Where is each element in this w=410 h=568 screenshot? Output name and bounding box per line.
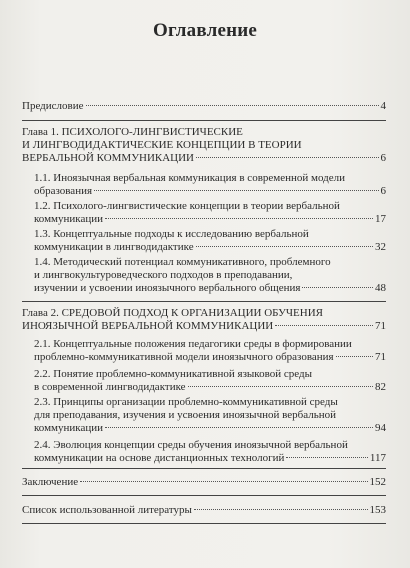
- section-divider: [22, 120, 386, 121]
- toc-entry-line: 2.4. Эволюция концепции среды обучения иноязычной вербальной: [34, 439, 348, 451]
- toc-entry-conclusion: [22, 476, 386, 489]
- toc-entry-title: проблемно-коммуникативной модели иноязычного образования: [34, 351, 334, 363]
- toc-entry-line: 1.3. Концептуальные подходы к исследованию вербальной: [34, 228, 309, 240]
- toc-entry-title: в современной лингводидактике: [34, 381, 186, 393]
- toc-leader-line: [34, 213, 386, 226]
- toc-entry-title: ВЕРБАЛЬНОЙ КОММУНИКАЦИИ: [22, 152, 195, 164]
- dot-leader: [302, 286, 373, 288]
- toc-page-number: 82: [375, 381, 386, 393]
- toc-page-number: 6: [380, 185, 386, 197]
- toc-leader-line: [22, 476, 386, 489]
- toc-entry-title: образования: [34, 185, 93, 197]
- toc-leader-line: [34, 422, 386, 435]
- toc-entry-1-3: [34, 228, 386, 254]
- section-divider: [22, 301, 386, 302]
- dot-leader: [196, 245, 373, 247]
- dot-leader: [188, 385, 373, 387]
- toc-page-number: 17: [375, 213, 386, 225]
- toc-entry-title: изучении и усвоении иноязычного вербального общения: [34, 282, 301, 294]
- toc-entry-line: 1.2. Психолого-лингвистические концепции в теории вербальной: [34, 200, 340, 212]
- toc-page-number: 152: [369, 476, 386, 488]
- toc-entry-title: Список использованной литературы: [22, 504, 192, 516]
- section-divider: [22, 468, 386, 469]
- toc-leader-line: [34, 351, 386, 364]
- toc-entry-title: коммуникации: [34, 422, 103, 434]
- toc-page-number: 4: [380, 100, 386, 112]
- dot-leader: [105, 426, 373, 428]
- toc-entry-2-4: [34, 439, 386, 465]
- toc-entry-2-3: [34, 396, 386, 435]
- toc-leader-line: [34, 381, 386, 394]
- toc-entry-line: И ЛИНГВОДИДАКТИЧЕСКИЕ КОНЦЕПЦИИ В ТЕОРИИ: [22, 139, 302, 151]
- toc-entry-chapter-2: [22, 307, 386, 333]
- toc-entry-line: для преподавания, изучения и усвоения иноязычной вербальной: [34, 409, 336, 421]
- toc-entry-2-1: [34, 338, 386, 364]
- toc-page-number: 94: [375, 422, 386, 434]
- section-divider: [22, 523, 386, 524]
- dot-leader: [286, 456, 368, 458]
- toc-entry-1-2: [34, 200, 386, 226]
- toc-entry-line: 1.4. Методический потенциал коммуникативного, проблемного: [34, 256, 331, 268]
- toc-leader-line: [34, 185, 386, 198]
- toc-entry-title: коммуникации: [34, 213, 103, 225]
- toc-entry-title: коммуникации в лингводидактике: [34, 241, 194, 253]
- toc-page-number: 48: [375, 282, 386, 294]
- toc-entry-title: коммуникации на основе дистанционных технологий: [34, 452, 285, 464]
- toc-entry-1-1: [34, 172, 386, 198]
- toc-page-number: 71: [375, 320, 386, 332]
- toc-entry-line: Глава 1. ПСИХОЛОГО-ЛИНГВИСТИЧЕСКИЕ: [22, 126, 243, 138]
- dot-leader: [80, 480, 367, 482]
- toc-leader-line: [34, 282, 386, 295]
- toc-leader-line: [22, 152, 386, 165]
- toc-entry-1-4: [34, 256, 386, 295]
- toc-entry-title: ИНОЯЗЫЧНОЙ ВЕРБАЛЬНОЙ КОММУНИКАЦИИ: [22, 320, 274, 332]
- dot-leader: [336, 355, 373, 357]
- toc-entry-chapter-1: [22, 126, 386, 165]
- dot-leader: [86, 104, 379, 106]
- toc-entry-line: 2.3. Принципы организации проблемно-коммуникативной среды: [34, 396, 338, 408]
- toc-leader-line: [34, 241, 386, 254]
- toc-page-number: 32: [375, 241, 386, 253]
- dot-leader: [94, 189, 378, 191]
- page-title: Оглавление: [152, 20, 258, 41]
- toc-leader-line: [22, 320, 386, 333]
- toc-page-number: 71: [375, 351, 386, 363]
- toc-leader-line: [34, 452, 386, 465]
- dot-leader: [275, 324, 373, 326]
- toc-page-number: 6: [380, 152, 386, 164]
- toc-leader-line: [22, 100, 386, 113]
- dot-leader: [105, 217, 373, 219]
- toc-entry-2-2: [34, 368, 386, 394]
- toc-entry-line: 1.1. Иноязычная вербальная коммуникация в современной модели: [34, 172, 346, 184]
- toc-page-number: 153: [369, 504, 386, 516]
- toc-entry-line: 2.2. Понятие проблемно-коммуникативной языковой среды: [34, 368, 312, 380]
- toc-entry-line: и лингвокультуроведческого подходов в преподавании,: [34, 269, 293, 281]
- dot-leader: [194, 508, 368, 510]
- toc-entry-title: Предисловие: [22, 100, 84, 112]
- toc-entry-bibliography: [22, 504, 386, 517]
- dot-leader: [196, 156, 378, 158]
- toc-page-number: 117: [369, 452, 386, 464]
- toc-entry-title: Заключение: [22, 476, 79, 488]
- toc-entry-line: Глава 2. СРЕДОВОЙ ПОДХОД К ОРГАНИЗАЦИИ ОБУЧЕНИЯ: [22, 307, 323, 319]
- toc-entry-line: 2.1. Концептуальные положения педагогики среды в формировании: [34, 338, 352, 350]
- section-divider: [22, 495, 386, 496]
- toc-entry-preface: [22, 100, 386, 113]
- toc-leader-line: [22, 504, 386, 517]
